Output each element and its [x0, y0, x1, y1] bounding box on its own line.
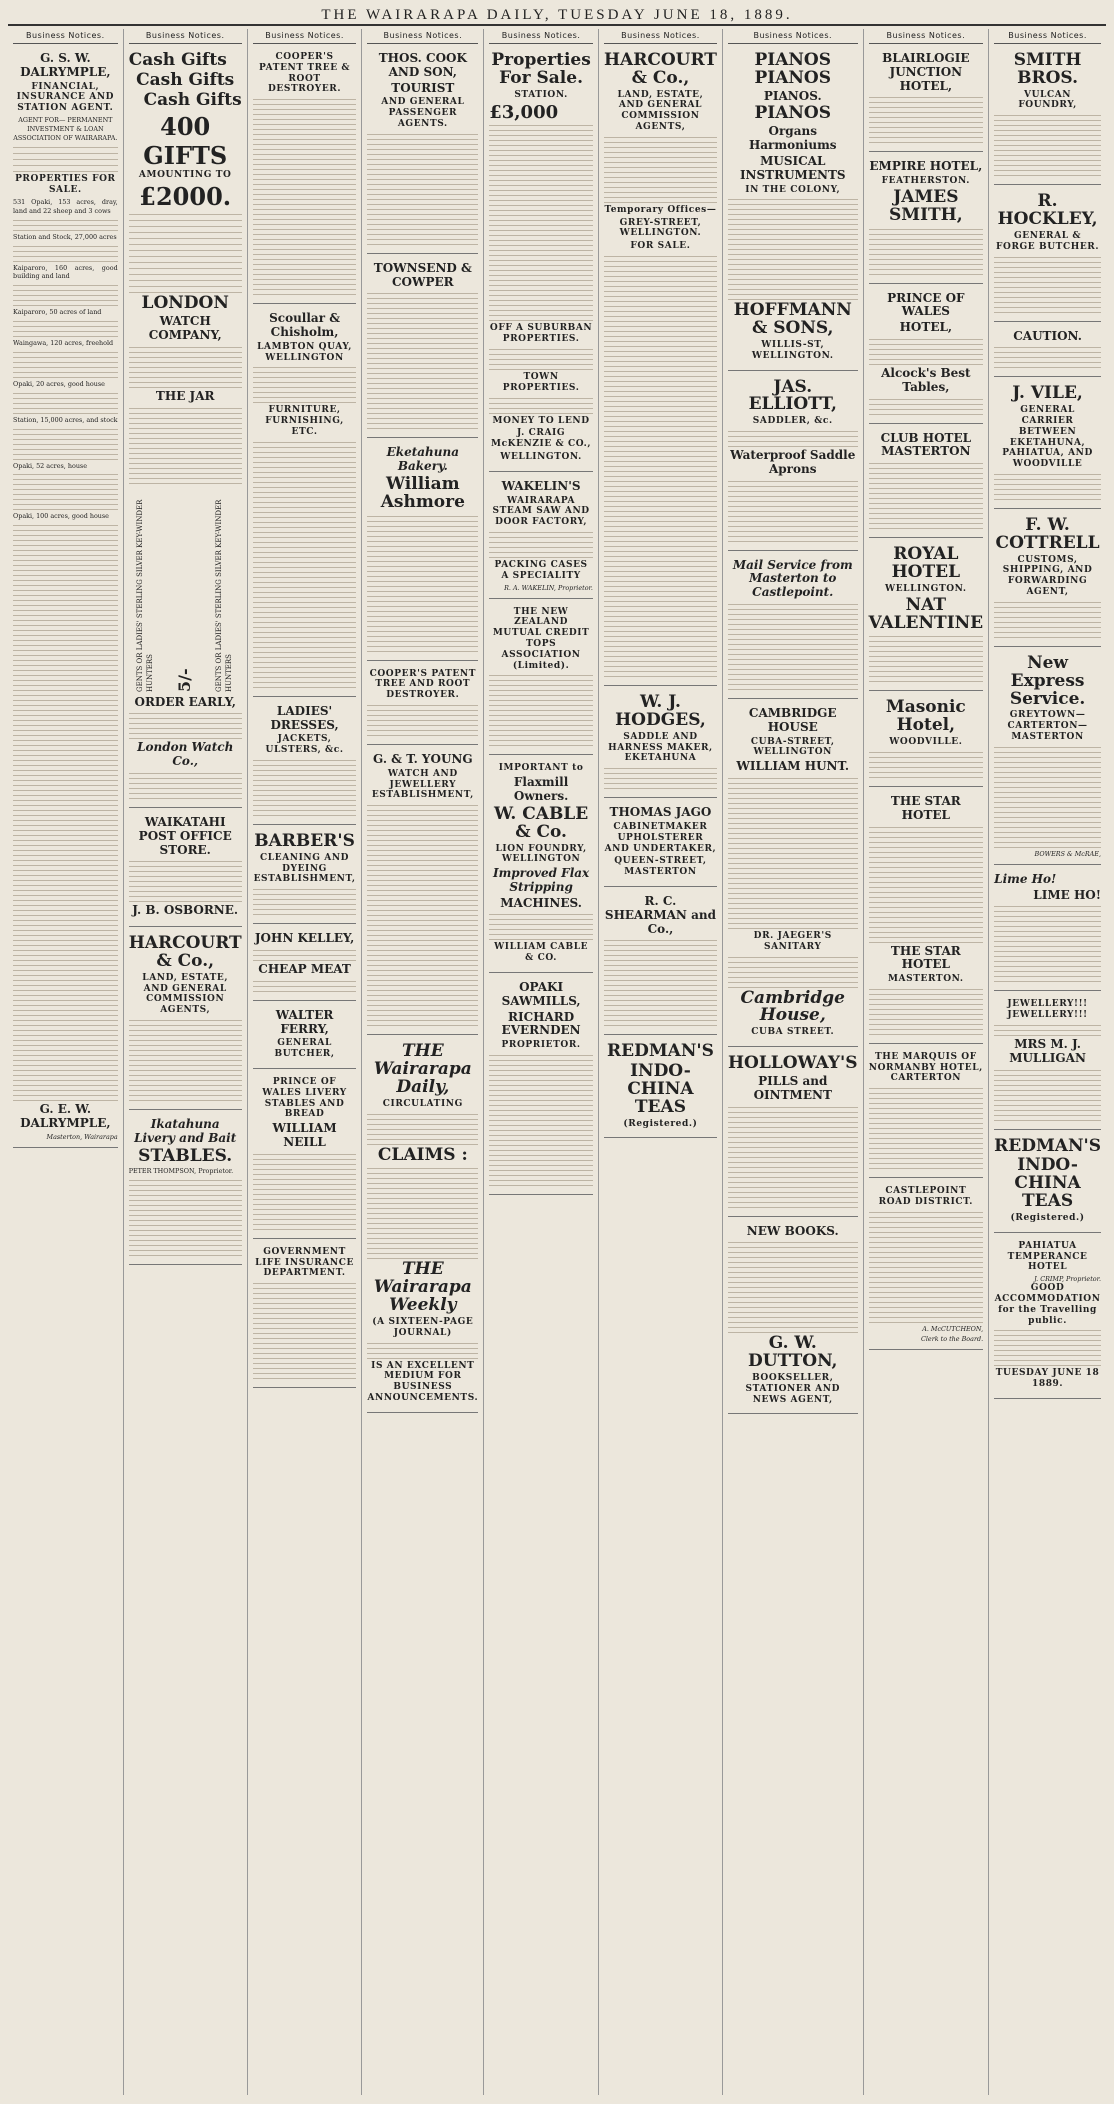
opaki-ad: [489, 977, 593, 1195]
pianos-ad: [728, 48, 858, 371]
smith-bros-ad: [994, 48, 1101, 185]
cottrell-ad: [994, 513, 1101, 647]
government-title: GOVERNMENT LIFE INSURANCE DEPARTMENT.: [255, 1246, 354, 1279]
royal-sub: WELLINGTON.: [885, 583, 967, 594]
blairlogie-title: BLAIRLOGIE JUNCTION HOTEL,: [882, 51, 970, 93]
property-entry: Station and Stock, 27,000 acres: [13, 232, 117, 241]
waikatahi-ad: [129, 812, 242, 927]
richard-name: RICHARD EVERNDEN: [501, 1009, 581, 1038]
empire-title: EMPIRE HOTEL,: [869, 159, 983, 174]
flaxmill-owners: Flaxmill Owners.: [513, 775, 569, 804]
good-accommodation: GOOD ACCOMMODATION for the Travelling public.: [994, 1283, 1101, 1326]
properties-ad: [489, 48, 593, 472]
cottrell-title: F. W. COTTRELL: [995, 514, 1100, 553]
smith-sub: VULCAN FOUNDRY,: [1018, 89, 1077, 111]
coopers-title: COOPER'S PATENT TREE AND ROOT DESTROYER.: [369, 668, 477, 701]
indo-china-title: INDO-CHINA TEAS: [627, 1061, 694, 1117]
elliott-ad: [728, 375, 858, 551]
column-3: [247, 29, 362, 2095]
hunt-title: WILLIAM HUNT.: [736, 759, 850, 774]
daily-title: THE Wairarapa Daily,: [373, 1041, 472, 1097]
column-heading: Business Notices.: [253, 29, 357, 44]
thos-cook-ad: [367, 48, 478, 254]
townsend-title: TOWNSEND & COWPER: [373, 260, 472, 289]
castlepoint-title: CASTLEPOINT ROAD DISTRICT.: [878, 1186, 974, 1208]
pahiatua-title: PAHIATUA TEMPERANCE HOTEL: [1007, 1240, 1088, 1273]
property-entry: Station, 15,000 acres, and stock: [13, 415, 118, 424]
new-books-ad: [728, 1221, 858, 1415]
young-sub: WATCH AND JEWELLERY ESTABLISHMENT,: [371, 768, 474, 801]
shearman-title: R. C. SHEARMAN and Co.,: [604, 893, 716, 936]
machines-title: MACHINES.: [500, 895, 582, 910]
alcock-tables: Alcock's Best Tables,: [881, 366, 971, 394]
lime-ad: [994, 869, 1101, 992]
gifts-heading-3: Cash Gifts: [143, 89, 242, 110]
excellent-medium: IS AN EXCELLENT MEDIUM FOR BUSINESS ANNOUNCEMENTS.: [367, 1360, 479, 1403]
barber-sub: CLEANING AND DYEING ESTABLISHMENT,: [253, 852, 356, 885]
redmans-ad-2: [994, 1134, 1101, 1233]
cooper-ad: [253, 48, 357, 304]
pahiatua-ad: [994, 1237, 1101, 1399]
bowers-name: BOWERS & McRAE,: [1034, 849, 1101, 858]
mulligan-title: MRS M. J. MULLIGAN: [1009, 1036, 1086, 1065]
bakery-title: Eketahuna Bakery.: [386, 445, 459, 474]
thos-title: THOS. COOK AND SON,: [378, 51, 467, 79]
masonic-ad: [869, 695, 984, 786]
dalrymple-ad: [13, 48, 118, 1148]
marquis-title: THE MARQUIS OF NORMANBY HOTEL, CARTERTON: [868, 1051, 983, 1084]
dalrymple-title: G. S. W. DALRYMPLE,: [20, 51, 111, 79]
waikatahi-title: WAIKATAHI POST OFFICE STORE.: [138, 814, 232, 857]
elliott-sub: SADDLER, &c.: [752, 416, 833, 427]
column-heading: Business Notices.: [869, 29, 984, 44]
for-sale: FOR SALE.: [630, 241, 691, 252]
stables-title: STABLES.: [138, 1145, 233, 1166]
hoffmann-title: HOFFMANN & SONS,: [733, 300, 852, 339]
station-heading: STATION.: [514, 89, 568, 100]
cable-title: W. CABLE & Co.: [493, 803, 589, 842]
jago-place: QUEEN-STREET, MASTERTON: [614, 856, 707, 878]
masthead: [8, 6, 1106, 26]
g-young-ad: [367, 749, 478, 1035]
property-entry: Waingawa, 120 acres, freehold: [13, 339, 114, 348]
gifts-heading: Cash Gifts: [128, 50, 227, 70]
scoullar-sub: LAMBTON QUAY, WELLINGTON: [257, 341, 353, 363]
order-heading: ORDER EARLY,: [134, 694, 236, 709]
harcourt-title: HARCOURT & Co.,: [603, 50, 717, 88]
wakelin-prop: R. A. WAKELIN, Proprietor.: [504, 583, 593, 592]
james-smith: JAMES SMITH,: [888, 186, 963, 225]
caution-title: CAUTION.: [1013, 328, 1082, 343]
cheap-meat: CHEAP MEAT: [258, 961, 351, 976]
club-title: CLUB HOTEL MASTERTON: [880, 430, 972, 459]
mail-service-ad: [728, 555, 858, 699]
hodges-ad: [604, 690, 717, 798]
column-7: [722, 29, 863, 2095]
empire-ad: [869, 156, 984, 283]
important-to: IMPORTANT to: [498, 763, 584, 774]
neill-ad: [253, 1073, 357, 1239]
pianos-title-2: PIANOS.: [763, 88, 822, 103]
wakelin-ad: [489, 476, 593, 599]
holloway-ad: [728, 1051, 858, 1216]
text-lines: [13, 144, 118, 172]
harcourt-title: HARCOURT & Co.,: [128, 933, 242, 971]
packing-cases: PACKING CASES A SPECIALITY: [494, 560, 588, 581]
star-hotel-ad: [869, 791, 984, 1044]
column-9: [988, 29, 1106, 2095]
property-entry: 531 Opaki, 153 acres, dray, land and 22 sheep and 3 cows: [13, 198, 118, 215]
cambridge-house-title: Cambridge House,: [740, 987, 845, 1026]
ikatahuna-ad: [129, 1114, 242, 1265]
pianos-title-3: PIANOS: [754, 103, 832, 124]
ladies-dresses-ad: [253, 701, 357, 825]
musical-title: MUSICAL INSTRUMENTS: [739, 153, 846, 182]
hockley-title: R. HOCKLEY,: [997, 191, 1098, 230]
club-hotel-ad: [869, 428, 984, 539]
redmans-title-2: REDMAN'S: [994, 1135, 1101, 1156]
townsend-ad: [367, 258, 478, 439]
ladies-title: LADIES' DRESSES,: [270, 703, 339, 732]
cambridge-sub: CUBA-STREET, WELLINGTON: [750, 736, 835, 758]
bakery-ad: [367, 442, 478, 660]
jar-heading: THE JAR: [155, 388, 215, 403]
property-entry: Kaiparoro, 50 acres of land: [13, 308, 102, 317]
young-title: G. & T. YOUNG: [373, 752, 473, 767]
empire-sub: FEATHERSTON.: [881, 176, 970, 187]
mail-service-title: Mail Service from Masterton to Castlepoint.: [732, 557, 853, 600]
cuba-street: CUBA STREET.: [751, 1027, 835, 1038]
dutton-sub: BOOKSELLER, STATIONER AND NEWS AGENT,: [745, 1373, 840, 1405]
london-watch-co: London Watch Co.,: [137, 740, 234, 769]
valentine-title: NAT VALENTINE: [868, 594, 984, 633]
dalrymple-agent: AGENT FOR— PERMANENT INVESTMENT & LOAN ASSOCIATION OF WAIRARAPA.: [13, 115, 118, 142]
weekly-sub: (A SIXTEEN-PAGE JOURNAL): [372, 1316, 474, 1338]
lime-title-2: LIME HO!: [1033, 887, 1101, 902]
harcourt-sub: LAND, ESTATE, AND GENERAL COMMISSION AGENTS,: [617, 89, 704, 133]
shearman-ad: [604, 891, 717, 1035]
castlepoint-ad: [869, 1182, 984, 1350]
masonic-sub: WOODVILLE.: [889, 737, 963, 748]
mckenzie-name: J. CRAIG McKENZIE & CO.,: [491, 428, 592, 450]
organs-title: Organs Harmoniums: [748, 124, 837, 153]
coopers-patent-ad: [367, 665, 478, 745]
wakelin-sub: WAIRARAPA STEAM SAW AND DOOR FACTORY,: [492, 495, 590, 528]
cottrell-sub: CUSTOMS, SHIPPING, AND FORWARDING AGENT,: [1002, 554, 1093, 598]
jago-sub: CABINETMAKER UPHOLSTERER AND UNDERTAKER,: [604, 821, 717, 854]
wright-title: G. E. W. DALRYMPLE,: [20, 1102, 111, 1130]
caution-ad: [994, 326, 1101, 378]
masthead-title: THE WAIRARAPA DAILY, TUESDAY JUNE 18, 1889.: [321, 6, 793, 23]
cash-gifts-ad: [129, 48, 242, 808]
ikatahuna-title: Ikatahuna Livery and Bait: [134, 1117, 237, 1145]
express-title: New Express Service.: [1009, 652, 1086, 709]
waterproof-title: Waterproof Saddle Aprons: [730, 448, 856, 476]
wright-sub: Masterton, Wairarapa: [46, 1132, 118, 1141]
wakelin-title: WAKELIN'S: [501, 478, 581, 493]
prince-stables: PRINCE OF WALES LIVERY STABLES AND BREAD: [262, 1076, 347, 1120]
properties-title: Properties For Sale.: [491, 50, 591, 88]
prince-title: PRINCE OF WALES: [887, 290, 965, 319]
column-8: [863, 29, 989, 2095]
hoffmann-sub: WILLIS-ST, WELLINGTON.: [751, 340, 834, 361]
property-entry: Opaki, 20 acres, good house: [13, 379, 105, 388]
column-heading: Business Notices.: [367, 29, 478, 44]
column-heading: Business Notices.: [13, 29, 118, 44]
jaeger-title: DR. JAEGER'S SANITARY: [753, 931, 832, 952]
column-1: [8, 29, 123, 2095]
registered-note-2: (Registered.): [1010, 1212, 1085, 1223]
vile-sub: GENERAL CARRIER BETWEEN EKETAHUNA, PAHIATUA, AND WOODVILLE: [1002, 405, 1093, 470]
thos-agents: AND GENERAL PASSENGER AGENTS.: [381, 97, 465, 129]
ashmore-title: William Ashmore: [380, 473, 465, 512]
stables-prop: PETER THOMPSON, Proprietor.: [128, 1167, 234, 1176]
royal-title: ROYAL HOTEL: [891, 544, 961, 583]
marquis-ad: [869, 1048, 984, 1178]
temporary-offices: Temporary Offices—: [604, 204, 717, 215]
money-heading: MONEY TO LEND: [492, 415, 590, 426]
smith-title: SMITH BROS.: [1013, 50, 1082, 88]
column-heading: Business Notices.: [728, 29, 858, 44]
redmans-ad-1: [604, 1039, 717, 1138]
town-heading: TOWN PROPERTIES.: [502, 372, 580, 393]
jago-title: THOMAS JAGO: [609, 805, 712, 820]
mccutcheon-sub: Clerk to the Board.: [920, 1334, 984, 1343]
blairlogie-ad: [869, 48, 984, 152]
price-big: £3,000: [489, 102, 559, 124]
jewellery-ad: [994, 995, 1101, 1129]
ladies-sub: JACKETS, ULSTERS, &c.: [265, 734, 344, 756]
redmans-title: REDMAN'S: [607, 1041, 714, 1062]
london-title: LONDON: [141, 293, 229, 314]
star-title-2: THE STAR HOTEL: [890, 943, 961, 972]
hockley-sub: GENERAL & FORGE BUTCHER.: [996, 230, 1100, 252]
column-2: [123, 29, 247, 2095]
price-text: 5/-: [174, 667, 194, 692]
elliott-title: JAS. ELLIOTT,: [748, 376, 837, 415]
star-title: THE STAR HOTEL: [890, 793, 961, 822]
hodges-sub: SADDLE AND HARNESS MAKER, EKETAHUNA: [608, 731, 713, 764]
property-entry: Opaki, 100 acres, good house: [13, 512, 109, 521]
mutual-title: THE NEW ZEALAND MUTUAL CREDIT TOPS ASSOCIATION (Limited).: [492, 606, 590, 671]
express-ad: [994, 651, 1101, 865]
prince-wales-ad: [869, 288, 984, 424]
gifts-amount: 400 GIFTS: [143, 111, 228, 170]
properties-heading: PROPERTIES FOR SALE.: [15, 174, 116, 196]
prince-sub: HOTEL,: [899, 320, 953, 335]
mccutcheon-name: A. McCUTCHEON,: [922, 1324, 984, 1333]
column-heading: Business Notices.: [129, 29, 242, 44]
barber-ad: [253, 829, 357, 924]
vertical-offer-text: GENTS OR LADIES' STERLING SILVER KEY-WINDER HUNTERS: [135, 499, 154, 692]
opaki-title: OPAKI SAWMILLS,: [501, 980, 581, 1008]
ferry-title: WALTER FERRY,: [275, 1007, 334, 1036]
ferry-sub: GENERAL BUTCHER,: [274, 1038, 335, 1060]
registered-note: (Registered.): [623, 1118, 698, 1129]
cooper-heading: COOPER'S PATENT TREE & ROOT DESTROYER.: [258, 52, 351, 95]
dalrymple-subtitle: FINANCIAL, INSURANCE AND STATION AGENT.: [16, 81, 115, 114]
ferry-ad: [253, 1005, 357, 1069]
suburban-heading: OFF A SUBURBAN PROPERTIES.: [489, 323, 593, 345]
holloway-title: HOLLOWAY'S: [727, 1053, 858, 1074]
pianos-title: PIANOS PIANOS: [754, 50, 832, 88]
neill-title: WILLIAM NEILL: [272, 1121, 337, 1149]
property-entry: Opaki, 52 acres, house: [13, 461, 87, 470]
property-entry: Kaiparoro, 160 acres, good building and land: [13, 263, 118, 281]
improved-flax: Improved Flax Stripping: [492, 866, 590, 894]
richard-sub: PROPRIETOR.: [501, 1040, 581, 1051]
watch-offer-box: [129, 486, 242, 696]
daily-circulating: CIRCULATING: [382, 1098, 463, 1109]
cable-ad: [489, 759, 593, 973]
gifts-heading-2: Cash Gifts: [136, 69, 235, 90]
wairarapa-daily-ad: [367, 1039, 478, 1412]
kelly-title: JOHN KELLEY,: [254, 931, 355, 946]
kelly-ad: [253, 928, 357, 1001]
dutton-title: G. W. DUTTON,: [748, 1333, 838, 1372]
mutual-ad: [489, 603, 593, 756]
harcourt-ad-2: [604, 48, 717, 686]
temporary-address: GREY-STREET, WELLINGTON.: [619, 217, 702, 239]
osborne-name: J. B. OSBORNE.: [132, 903, 239, 918]
column-heading: Business Notices.: [604, 29, 717, 44]
column-5: [483, 29, 598, 2095]
furniture-heading: FURNITURE, FURNISHING, ETC.: [265, 405, 344, 437]
cambridge-ad: [728, 703, 858, 1047]
lime-title: Lime Ho!: [994, 871, 1057, 886]
jewellery-title: JEWELLERY!!! JEWELLERY!!!: [1007, 999, 1088, 1021]
column-heading: Business Notices.: [994, 29, 1101, 44]
thos-sub: TOURIST: [391, 80, 455, 95]
jago-ad: [604, 802, 717, 887]
gifts-amounting: AMOUNTING TO: [138, 169, 232, 180]
mckenzie-place: WELLINGTON.: [500, 452, 582, 463]
vile-ad: [994, 381, 1101, 509]
harcourt-ad-1: [129, 931, 242, 1110]
harcourt-sub: LAND, ESTATE, AND GENERAL COMMISSION AGENTS,: [142, 972, 229, 1016]
scoullar-ad: [253, 308, 357, 697]
royal-hotel-ad: [869, 542, 984, 691]
new-books-title: NEW BOOKS.: [746, 1223, 839, 1238]
cambridge-title: CAMBRIDGE HOUSE: [748, 706, 837, 734]
government-ad: [253, 1243, 357, 1388]
column-heading: Business Notices.: [489, 29, 593, 44]
crimp-name: J. CRIMP, Proprietor.: [1034, 1275, 1101, 1284]
footer-date: TUESDAY JUNE 18 1889.: [995, 1368, 1100, 1390]
masonic-title: Masonic Hotel,: [885, 697, 966, 736]
hodges-title: W. J. HODGES,: [615, 692, 706, 730]
star-sub: MASTERTON.: [888, 974, 964, 985]
column-4: [361, 29, 483, 2095]
claims-heading: CLAIMS :: [377, 1144, 468, 1165]
express-sub: GREYTOWN—CARTERTON—MASTERTON: [1007, 710, 1088, 742]
cable-foot: WILLIAM CABLE & CO.: [494, 942, 589, 964]
cable-sub: LION FOUNDRY, WELLINGTON: [495, 843, 587, 865]
pills-title: PILLS and OINTMENT: [753, 1073, 832, 1102]
indo-china-title-2: INDO-CHINA TEAS: [1014, 1155, 1081, 1212]
scoullar-title: Scoullar & Chisholm,: [269, 311, 341, 339]
column-6: [598, 29, 722, 2095]
hockley-ad: [994, 189, 1101, 321]
colony-title: IN THE COLONY,: [745, 184, 841, 195]
weekly-title: THE Wairarapa Weekly: [373, 1259, 472, 1316]
vile-title: J. VILE,: [1012, 383, 1083, 404]
barber-title: BARBER'S: [254, 830, 355, 851]
london-sub: WATCH COMPANY,: [148, 314, 222, 342]
gifts-total: £2000.: [139, 182, 232, 212]
vertical-offer-text-2: GENTS OR LADIES' STERLING SILVER KEY-WINDER HUNTERS: [214, 499, 233, 692]
columns: [8, 29, 1106, 2095]
